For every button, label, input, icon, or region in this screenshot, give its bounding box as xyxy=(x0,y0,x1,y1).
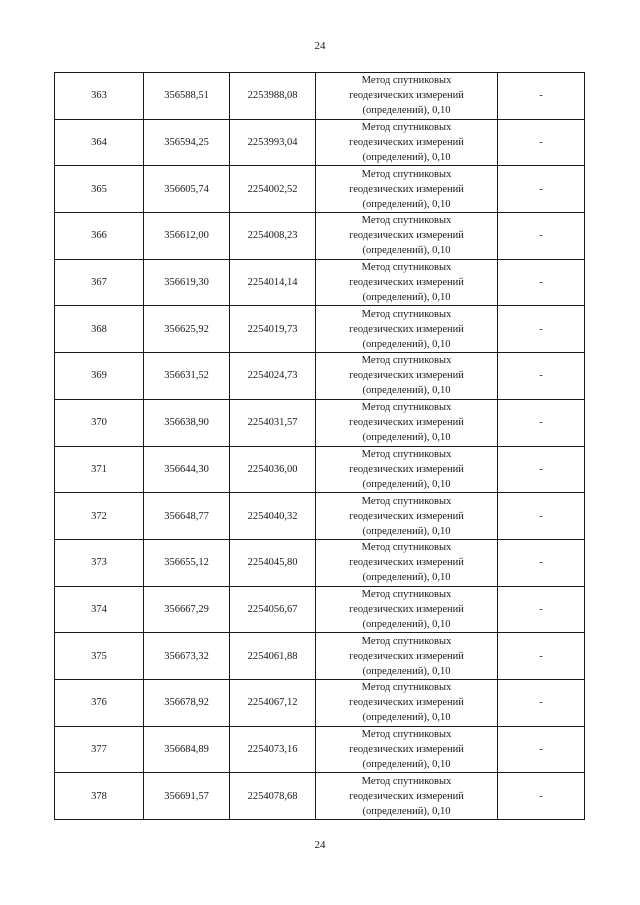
x-coordinate-cell: 356691,57 xyxy=(144,773,230,820)
x-coordinate-cell: 356588,51 xyxy=(144,73,230,120)
x-coordinate-cell: 356655,12 xyxy=(144,539,230,586)
x-coordinate-cell: 356619,30 xyxy=(144,259,230,306)
method-line: геодезических измерений xyxy=(349,90,464,102)
x-coordinate-cell: 356678,92 xyxy=(144,679,230,726)
x-coordinate-cell: 356673,32 xyxy=(144,633,230,680)
description-cell: - xyxy=(498,73,585,120)
y-coordinate-cell: 2254061,88 xyxy=(230,633,316,680)
y-coordinate-cell: 2254008,23 xyxy=(230,213,316,260)
method-line: Метод спутниковых xyxy=(361,728,452,740)
table-row xyxy=(55,539,585,586)
description-cell: - xyxy=(498,726,585,773)
table-row xyxy=(55,166,585,213)
description-cell: - xyxy=(498,633,585,680)
method-cell xyxy=(316,773,498,820)
method-line: Метод спутниковых xyxy=(361,75,452,87)
method-line: Метод спутниковых xyxy=(361,122,452,134)
method-cell xyxy=(316,213,498,260)
y-coordinate-cell: 2254045,80 xyxy=(230,539,316,586)
method-line: (определений), 0,10 xyxy=(362,572,451,584)
method-line: Метод спутниковых xyxy=(361,542,452,554)
method-cell xyxy=(316,353,498,400)
description-cell: - xyxy=(498,399,585,446)
point-number-cell: 376 xyxy=(55,679,144,726)
description-cell: - xyxy=(498,773,585,820)
method-line: Метод спутниковых xyxy=(361,682,452,694)
table-row xyxy=(55,353,585,400)
description-cell: - xyxy=(498,119,585,166)
method-line: (определений), 0,10 xyxy=(362,245,451,257)
method-line: Метод спутниковых xyxy=(361,588,452,600)
description-cell: - xyxy=(498,259,585,306)
y-coordinate-cell: 2254024,73 xyxy=(230,353,316,400)
point-number-cell: 366 xyxy=(55,213,144,260)
table-row xyxy=(55,399,585,446)
method-line: (определений), 0,10 xyxy=(362,618,451,630)
method-line: Метод спутниковых xyxy=(361,495,452,507)
description-cell: - xyxy=(498,166,585,213)
x-coordinate-cell: 356684,89 xyxy=(144,726,230,773)
x-coordinate-cell: 356631,52 xyxy=(144,353,230,400)
point-number-cell: 365 xyxy=(55,166,144,213)
method-line: геодезических измерений xyxy=(349,417,464,429)
method-line: геодезических измерений xyxy=(349,230,464,242)
y-coordinate-cell: 2254036,00 xyxy=(230,446,316,493)
method-line: (определений), 0,10 xyxy=(362,805,451,817)
method-cell xyxy=(316,73,498,120)
method-line: Метод спутниковых xyxy=(361,775,452,787)
method-cell xyxy=(316,306,498,353)
method-line: (определений), 0,10 xyxy=(362,385,451,397)
method-line: (определений), 0,10 xyxy=(362,338,451,350)
method-line: геодезических измерений xyxy=(349,277,464,289)
description-cell: - xyxy=(498,493,585,540)
point-number-cell: 374 xyxy=(55,586,144,633)
x-coordinate-cell: 356605,74 xyxy=(144,166,230,213)
method-line: (определений), 0,10 xyxy=(362,105,451,117)
table-row xyxy=(55,633,585,680)
x-coordinate-cell: 356638,90 xyxy=(144,399,230,446)
method-line: геодезических измерений xyxy=(349,323,464,335)
description-cell: - xyxy=(498,539,585,586)
method-cell xyxy=(316,259,498,306)
method-line: геодезических измерений xyxy=(349,603,464,615)
method-line: геодезических измерений xyxy=(349,510,464,522)
page-number-bottom: 24 xyxy=(314,839,326,851)
point-number-cell: 373 xyxy=(55,539,144,586)
x-coordinate-cell: 356594,25 xyxy=(144,119,230,166)
method-cell xyxy=(316,399,498,446)
method-line: Метод спутниковых xyxy=(361,635,452,647)
y-coordinate-cell: 2254073,16 xyxy=(230,726,316,773)
table-row xyxy=(55,259,585,306)
description-cell: - xyxy=(498,213,585,260)
point-number-cell: 368 xyxy=(55,306,144,353)
point-number-cell: 378 xyxy=(55,773,144,820)
method-line: (определений), 0,10 xyxy=(362,665,451,677)
method-line: геодезических измерений xyxy=(349,697,464,709)
point-number-cell: 375 xyxy=(55,633,144,680)
point-number-cell: 369 xyxy=(55,353,144,400)
method-line: Метод спутниковых xyxy=(361,355,452,367)
method-line: Метод спутниковых xyxy=(361,168,452,180)
table-row xyxy=(55,773,585,820)
table-row xyxy=(55,493,585,540)
method-line: (определений), 0,10 xyxy=(362,478,451,490)
description-cell: - xyxy=(498,586,585,633)
method-cell xyxy=(316,166,498,213)
coordinates-table xyxy=(54,72,585,820)
point-number-cell: 372 xyxy=(55,493,144,540)
method-line: Метод спутниковых xyxy=(361,215,452,227)
page-number-top: 24 xyxy=(314,40,326,52)
method-cell xyxy=(316,493,498,540)
point-number-cell: 364 xyxy=(55,119,144,166)
table-row xyxy=(55,726,585,773)
method-cell xyxy=(316,539,498,586)
method-line: (определений), 0,10 xyxy=(362,525,451,537)
table-row xyxy=(55,119,585,166)
point-number-cell: 377 xyxy=(55,726,144,773)
x-coordinate-cell: 356644,30 xyxy=(144,446,230,493)
x-coordinate-cell: 356612,00 xyxy=(144,213,230,260)
y-coordinate-cell: 2254002,52 xyxy=(230,166,316,213)
y-coordinate-cell: 2253988,08 xyxy=(230,73,316,120)
y-coordinate-cell: 2254078,68 xyxy=(230,773,316,820)
table-row xyxy=(55,213,585,260)
method-line: Метод спутниковых xyxy=(361,262,452,274)
y-coordinate-cell: 2254067,12 xyxy=(230,679,316,726)
point-number-cell: 363 xyxy=(55,73,144,120)
table-row xyxy=(55,306,585,353)
table-row xyxy=(55,446,585,493)
table-row xyxy=(55,586,585,633)
description-cell: - xyxy=(498,679,585,726)
method-line: (определений), 0,10 xyxy=(362,152,451,164)
method-line: геодезических измерений xyxy=(349,137,464,149)
y-coordinate-cell: 2254031,57 xyxy=(230,399,316,446)
method-cell xyxy=(316,119,498,166)
method-line: (определений), 0,10 xyxy=(362,758,451,770)
method-line: геодезических измерений xyxy=(349,790,464,802)
method-line: геодезических измерений xyxy=(349,650,464,662)
method-cell xyxy=(316,633,498,680)
method-cell xyxy=(316,679,498,726)
x-coordinate-cell: 356667,29 xyxy=(144,586,230,633)
method-line: геодезических измерений xyxy=(349,183,464,195)
point-number-cell: 370 xyxy=(55,399,144,446)
x-coordinate-cell: 356625,92 xyxy=(144,306,230,353)
table-row xyxy=(55,73,585,120)
method-cell xyxy=(316,726,498,773)
method-line: геодезических измерений xyxy=(349,370,464,382)
method-line: геодезических измерений xyxy=(349,557,464,569)
description-cell: - xyxy=(498,306,585,353)
method-cell xyxy=(316,446,498,493)
table-row xyxy=(55,679,585,726)
coordinates-table-body xyxy=(55,73,585,820)
method-line: (определений), 0,10 xyxy=(362,198,451,210)
method-line: (определений), 0,10 xyxy=(362,712,451,724)
y-coordinate-cell: 2253993,04 xyxy=(230,119,316,166)
point-number-cell: 371 xyxy=(55,446,144,493)
method-line: (определений), 0,10 xyxy=(362,432,451,444)
method-line: Метод спутниковых xyxy=(361,308,452,320)
x-coordinate-cell: 356648,77 xyxy=(144,493,230,540)
method-line: геодезических измерений xyxy=(349,743,464,755)
method-line: Метод спутниковых xyxy=(361,402,452,414)
method-cell xyxy=(316,586,498,633)
y-coordinate-cell: 2254019,73 xyxy=(230,306,316,353)
point-number-cell: 367 xyxy=(55,259,144,306)
y-coordinate-cell: 2254040,32 xyxy=(230,493,316,540)
y-coordinate-cell: 2254056,67 xyxy=(230,586,316,633)
description-cell: - xyxy=(498,446,585,493)
y-coordinate-cell: 2254014,14 xyxy=(230,259,316,306)
description-cell: - xyxy=(498,353,585,400)
method-line: Метод спутниковых xyxy=(361,448,452,460)
method-line: (определений), 0,10 xyxy=(362,292,451,304)
method-line: геодезических измерений xyxy=(349,463,464,475)
